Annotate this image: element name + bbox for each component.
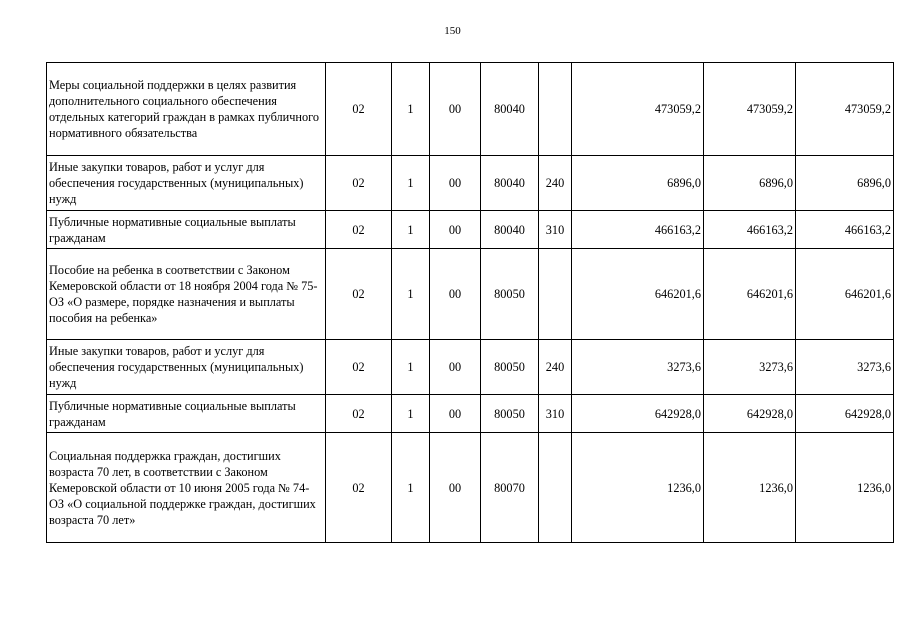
row-program: 1	[392, 395, 430, 433]
row-amount-3: 646201,6	[796, 249, 894, 340]
table-row	[47, 63, 894, 156]
row-amount-2: 473059,2	[704, 63, 796, 156]
row-amount-1: 646201,6	[572, 249, 704, 340]
row-section: 02	[326, 340, 392, 395]
row-subprogram: 00	[430, 63, 481, 156]
table-row	[47, 340, 894, 395]
row-program: 1	[392, 156, 430, 211]
row-amount-3: 473059,2	[796, 63, 894, 156]
row-program: 1	[392, 211, 430, 249]
row-amount-3: 6896,0	[796, 156, 894, 211]
row-subprogram: 00	[430, 395, 481, 433]
row-description: Меры социальной поддержки в целях развития дополнительного социального обеспечения отдельных категорий граждан в рамках публичного нормативного обязательства	[47, 63, 326, 156]
row-amount-3: 1236,0	[796, 433, 894, 543]
row-subprogram: 00	[430, 433, 481, 543]
row-amount-2: 1236,0	[704, 433, 796, 543]
row-amount-3: 466163,2	[796, 211, 894, 249]
row-amount-1: 1236,0	[572, 433, 704, 543]
row-direction: 80050	[481, 249, 539, 340]
row-subprogram: 00	[430, 156, 481, 211]
row-amount-2: 466163,2	[704, 211, 796, 249]
row-amount-1: 473059,2	[572, 63, 704, 156]
row-amount-1: 642928,0	[572, 395, 704, 433]
row-amount-2: 6896,0	[704, 156, 796, 211]
row-section: 02	[326, 63, 392, 156]
row-direction: 80050	[481, 395, 539, 433]
row-direction: 80040	[481, 156, 539, 211]
row-expense-type: 240	[539, 156, 572, 211]
budget-table	[46, 62, 894, 543]
row-amount-1: 6896,0	[572, 156, 704, 211]
row-description: Социальная поддержка граждан, достигших возраста 70 лет, в соответствии с Законом Кемеровской области от 10 июня 2005 года № 74-ОЗ «О социальной поддержке граждан, достигших возраста 70 лет»	[47, 433, 326, 543]
row-program: 1	[392, 433, 430, 543]
row-expense-type	[539, 433, 572, 543]
row-amount-3: 642928,0	[796, 395, 894, 433]
row-expense-type	[539, 63, 572, 156]
row-amount-1: 466163,2	[572, 211, 704, 249]
row-subprogram: 00	[430, 211, 481, 249]
row-subprogram: 00	[430, 249, 481, 340]
row-expense-type: 310	[539, 211, 572, 249]
row-amount-2: 3273,6	[704, 340, 796, 395]
row-subprogram: 00	[430, 340, 481, 395]
row-program: 1	[392, 340, 430, 395]
row-direction: 80070	[481, 433, 539, 543]
row-direction: 80040	[481, 211, 539, 249]
table-row	[47, 156, 894, 211]
row-amount-3: 3273,6	[796, 340, 894, 395]
row-amount-2: 642928,0	[704, 395, 796, 433]
table-row	[47, 395, 894, 433]
row-direction: 80040	[481, 63, 539, 156]
row-program: 1	[392, 63, 430, 156]
row-direction: 80050	[481, 340, 539, 395]
row-expense-type	[539, 249, 572, 340]
table-row	[47, 211, 894, 249]
row-section: 02	[326, 395, 392, 433]
row-description: Пособие на ребенка в соответствии с Законом Кемеровской области от 18 ноября 2004 года № 75-ОЗ «О размере, порядке назначения и выплаты пособия на ребенка»	[47, 249, 326, 340]
row-description: Иные закупки товаров, работ и услуг для обеспечения государственных (муниципальных) нужд	[47, 340, 326, 395]
row-program: 1	[392, 249, 430, 340]
table-row	[47, 433, 894, 543]
row-description: Иные закупки товаров, работ и услуг для обеспечения государственных (муниципальных) нужд	[47, 156, 326, 211]
row-expense-type: 310	[539, 395, 572, 433]
row-expense-type: 240	[539, 340, 572, 395]
row-description: Публичные нормативные социальные выплаты гражданам	[47, 211, 326, 249]
row-amount-2: 646201,6	[704, 249, 796, 340]
table-row	[47, 249, 894, 340]
row-section: 02	[326, 211, 392, 249]
row-section: 02	[326, 433, 392, 543]
row-amount-1: 3273,6	[572, 340, 704, 395]
row-description: Публичные нормативные социальные выплаты гражданам	[47, 395, 326, 433]
page-number: 150	[444, 25, 461, 37]
row-section: 02	[326, 156, 392, 211]
row-section: 02	[326, 249, 392, 340]
